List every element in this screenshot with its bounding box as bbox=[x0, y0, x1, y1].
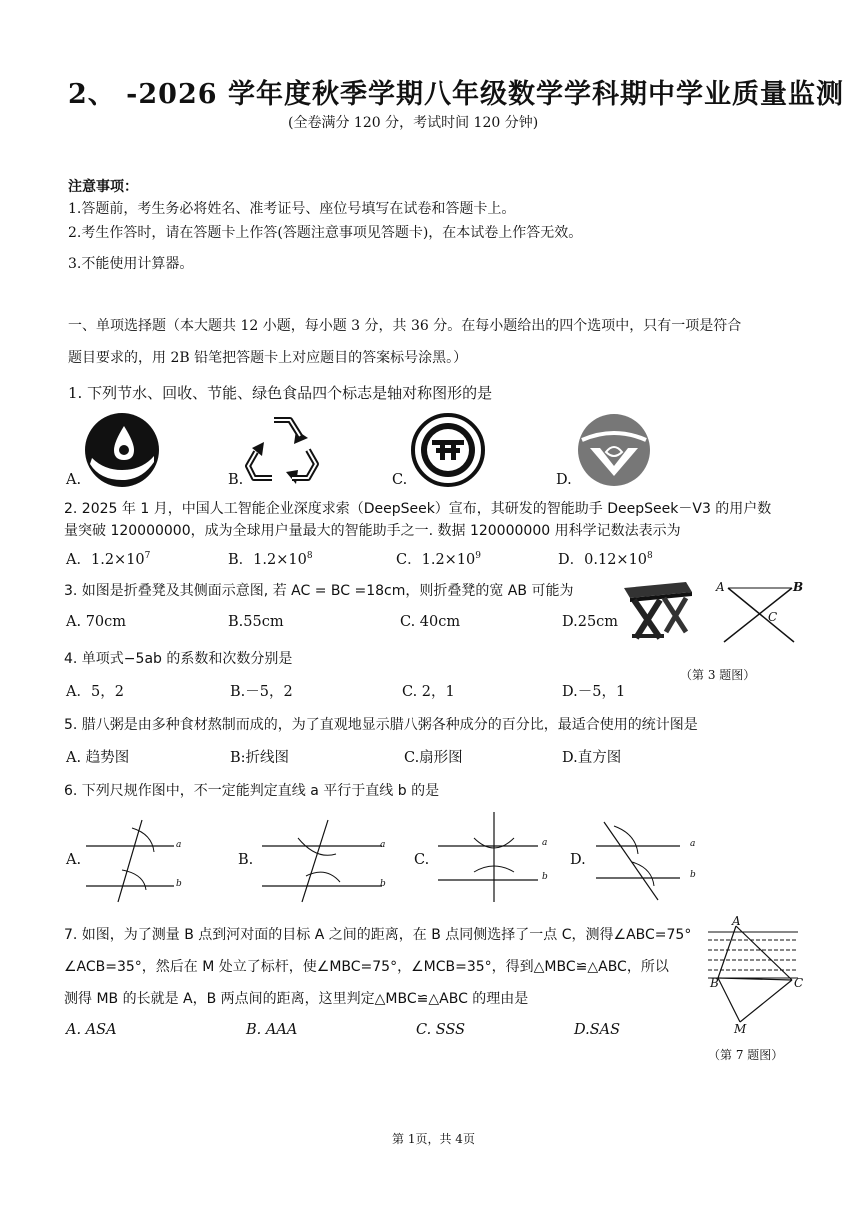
q1-option-b: B. bbox=[228, 472, 244, 488]
q7-label-m: M bbox=[734, 1022, 747, 1036]
q6-option-a: A. bbox=[66, 852, 82, 868]
q4-option-b: B.－5，2 bbox=[230, 684, 293, 700]
q4-option-c: C. 2，1 bbox=[402, 684, 455, 700]
notice-item-2: 2.考生作答时，请在答题卡上作答(答题注意事项见答题卡)，在本试卷上作答无效。 bbox=[68, 225, 583, 241]
page-number: 第 1页，共 4页 bbox=[392, 1132, 475, 1146]
q3-label-c: C bbox=[768, 610, 778, 624]
q7-caption: （第 7 题图） bbox=[708, 1048, 784, 1062]
exam-title: 2、 -2026 学年度秋季学期八年级数学学科期中学业质量监测 bbox=[68, 79, 844, 110]
q3-stem: 3. 如图是折叠凳及其侧面示意图, 若 AC = BC =18cm，则折叠凳的宽 AB 可能为 bbox=[64, 583, 574, 599]
section1-instruction-line1: 一、单项选择题（本大题共 12 小题，每小题 3 分，共 36 分。在每小题给出的四个选项中，只有一项是符合 bbox=[68, 318, 742, 334]
q5-option-a: A. 趋势图 bbox=[66, 750, 130, 766]
q5-stem: 5. 腊八粥是由多种食材熬制而成的，为了直观地显示腊八粥各种成分的百分比，最适合使用的统计图是 bbox=[64, 717, 698, 733]
q2-stem-line1: 2. 2025 年 1 月，中国人工智能企业深度求索（DeepSeek）宣布，其研发的智能助手 DeepSeek－V3 的用户数 bbox=[64, 501, 772, 517]
q7-label-c: C bbox=[794, 976, 804, 990]
q3-option-a: A. 70cm bbox=[66, 614, 127, 630]
q2-option-d: D．$0.12\times 10^8$ bbox=[558, 551, 653, 568]
q1-option-d: D. bbox=[556, 472, 572, 488]
q3-option-b: B.55cm bbox=[228, 614, 284, 630]
q1-option-a: A. bbox=[66, 472, 82, 488]
q2-option-a: A．$1.2\times 10^7$ bbox=[66, 551, 151, 568]
q4-option-d: D.－5，1 bbox=[562, 684, 626, 700]
water-saving-logo-icon bbox=[84, 412, 160, 488]
q6-figure-b bbox=[258, 816, 388, 902]
notice-item-3: 3.不能使用计算器。 bbox=[68, 256, 194, 272]
q7-stem-line3: 测得 MB 的长就是 A，B 两点间的距离，这里判定△MBC≌△ABC 的理由是 bbox=[64, 991, 529, 1007]
q7-label-b: B bbox=[710, 976, 719, 990]
q7-stem-line2: ∠ACB=35°，然后在 M 处立了标杆，使∠MBC=75°，∠MCB=35°，得到△MBC≌△ABC，所以 bbox=[64, 959, 669, 975]
notice-item-1: 1.答题前，考生务必将姓名、准考证号、座位号填写在试卷和答题卡上。 bbox=[68, 201, 516, 217]
q7-river-diagram bbox=[706, 918, 806, 1038]
q7-label-a: A bbox=[732, 914, 741, 928]
q1-option-c: C. bbox=[392, 472, 408, 488]
q6-b-label-a: a bbox=[380, 840, 386, 850]
q6-option-d: D. bbox=[570, 852, 586, 868]
q3-label-a: A bbox=[716, 580, 725, 594]
q6-b-label-b: b bbox=[380, 879, 386, 889]
green-food-logo-icon bbox=[576, 412, 652, 488]
q7-option-b: B. AAA bbox=[246, 1022, 298, 1038]
folding-stool-photo bbox=[620, 578, 694, 642]
energy-saving-logo-icon bbox=[410, 412, 486, 488]
q6-figure-a bbox=[82, 816, 192, 902]
q6-c-label-a: a bbox=[542, 838, 548, 848]
q6-option-b: B. bbox=[238, 852, 254, 868]
exam-subtitle: (全卷满分 120 分，考试时间 120 分钟) bbox=[288, 115, 539, 131]
section1-instruction-line2: 题目要求的，用 2B 铅笔把答题卡上对应题目的答案标号涂黑。） bbox=[68, 350, 468, 366]
q4-stem: 4. 单项式−5ab 的系数和次数分别是 bbox=[64, 651, 293, 667]
q5-option-b: B:折线图 bbox=[230, 750, 290, 766]
q6-a-label-a: a bbox=[176, 840, 182, 850]
q3-caption: （第 3 题图） bbox=[680, 668, 756, 682]
q6-option-c: C. bbox=[414, 852, 430, 868]
q3-option-d: D.25cm bbox=[562, 614, 619, 630]
q5-option-c: C.扇形图 bbox=[404, 750, 463, 766]
q2-stem-line2: 量突破 120000000，成为全球用户量最大的智能助手之一. 数据 120000000 用科学记数法表示为 bbox=[64, 523, 681, 539]
q6-stem: 6. 下列尺规作图中，不一定能判定直线 a 平行于直线 b 的是 bbox=[64, 783, 440, 799]
q6-d-label-b: b bbox=[690, 870, 696, 880]
q4-option-a: A．5，2 bbox=[66, 684, 124, 700]
q7-stem-line1: 7. 如图，为了测量 B 点到河对面的目标 A 之间的距离，在 B 点同侧选择了一点 C，测得∠ABC=75° bbox=[64, 927, 692, 943]
q6-figure-d bbox=[592, 812, 692, 904]
q7-option-a: A. ASA bbox=[66, 1022, 117, 1038]
q2-option-c: C．$1.2\times 10^9$ bbox=[396, 551, 482, 568]
q3-stool-side-diagram bbox=[714, 580, 804, 646]
q3-label-b: B bbox=[793, 580, 804, 594]
q6-c-label-b: b bbox=[542, 872, 548, 882]
q1-stem: 1. 下列节水、回收、节能、绿色食品四个标志是轴对称图形的是 bbox=[68, 384, 493, 402]
recycle-logo-icon bbox=[244, 414, 320, 484]
q5-option-d: D.直方图 bbox=[562, 750, 622, 766]
q2-option-b: B．$1.2\times 10^8$ bbox=[228, 551, 313, 568]
q7-option-d: D.SAS bbox=[574, 1022, 621, 1038]
q6-a-label-b: b bbox=[176, 879, 182, 889]
notice-heading: 注意事项： bbox=[68, 179, 138, 195]
q6-figure-c bbox=[434, 810, 544, 902]
q7-option-c: C. SSS bbox=[416, 1022, 466, 1038]
q6-d-label-a: a bbox=[690, 839, 696, 849]
q3-option-c: C. 40cm bbox=[400, 614, 461, 630]
